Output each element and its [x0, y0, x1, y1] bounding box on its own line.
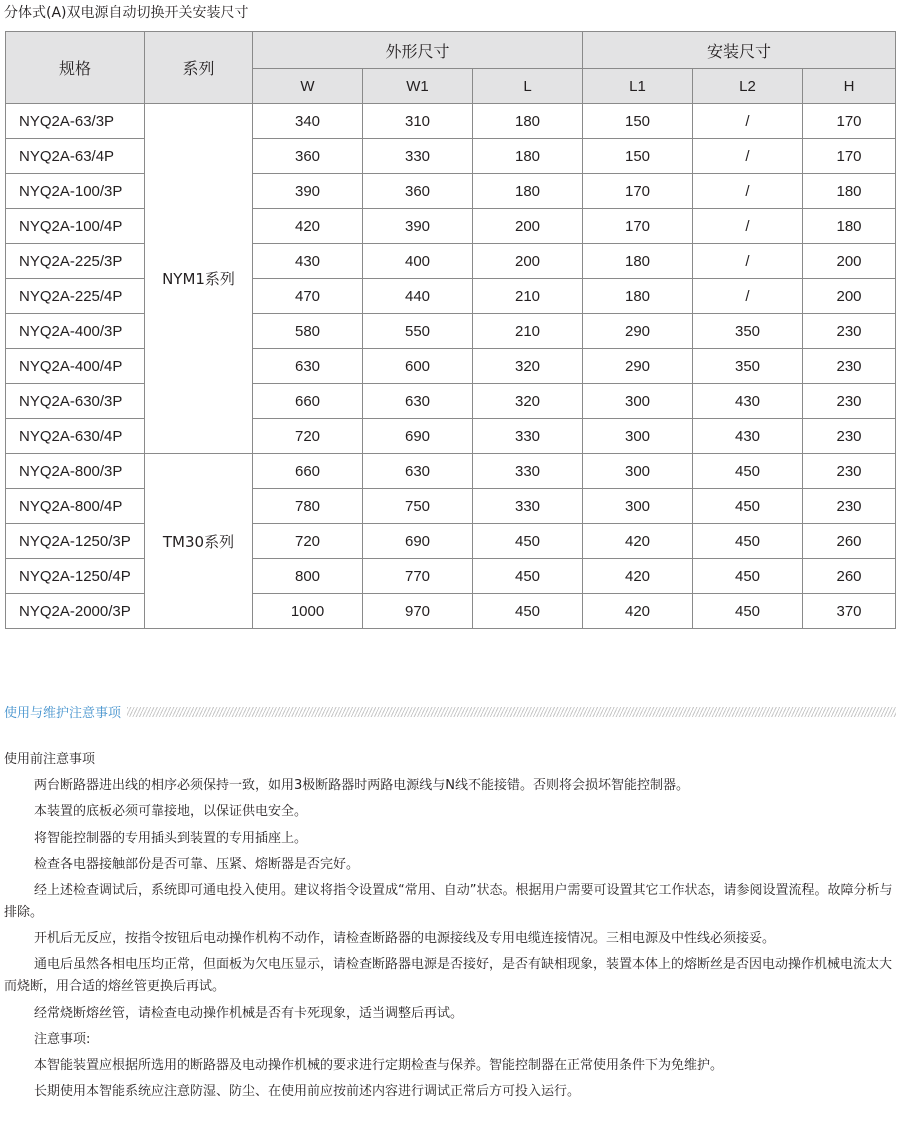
dim-cell-l2: 450 [693, 594, 803, 629]
dim-cell-l2: / [693, 139, 803, 174]
table-row [6, 489, 896, 524]
dim-cell-l2: 430 [693, 384, 803, 419]
dim-cell-l: 320 [473, 349, 583, 384]
dim-cell-l: 450 [473, 559, 583, 594]
dim-cell-l1: 170 [583, 174, 693, 209]
dim-cell-h: 230 [803, 314, 896, 349]
dim-cell-l1: 300 [583, 489, 693, 524]
dim-cell-w1: 330 [363, 139, 473, 174]
dim-cell-l1: 170 [583, 209, 693, 244]
table-title: 分体式(A)双电源自动切换开关安装尺寸 [4, 5, 249, 21]
dim-cell-l1: 150 [583, 104, 693, 139]
dim-cell-w1: 750 [363, 489, 473, 524]
table-row [6, 314, 896, 349]
model-cell: NYQ2A-100/4P [6, 209, 145, 244]
dim-cell-h: 230 [803, 489, 896, 524]
dim-cell-w: 780 [253, 489, 363, 524]
dim-cell-w1: 690 [363, 419, 473, 454]
dim-cell-w1: 390 [363, 209, 473, 244]
table-row [6, 244, 896, 279]
dim-cell-l1: 420 [583, 559, 693, 594]
dim-cell-l: 330 [473, 419, 583, 454]
note-paragraph: 检查各电器接触部份是否可靠、压紧、熔断器是否完好。 [34, 856, 360, 872]
series-cell: NYM1系列 [145, 104, 253, 454]
dim-cell-l: 450 [473, 594, 583, 629]
dim-cell-w: 720 [253, 524, 363, 559]
dim-cell-w1: 630 [363, 454, 473, 489]
header-h: H [803, 69, 896, 104]
header-w: W [253, 69, 363, 104]
dim-cell-w: 340 [253, 104, 363, 139]
model-cell: NYQ2A-400/4P [6, 349, 145, 384]
note-paragraph: 开机后无反应，按指令按钮后电动操作机构不动作，请检查断路器的电源接线及专用电缆连接情况。三相电源及中性线必须接妥。 [34, 931, 776, 947]
dim-cell-w1: 360 [363, 174, 473, 209]
dim-cell-l: 210 [473, 279, 583, 314]
dim-cell-l: 330 [473, 489, 583, 524]
model-cell: NYQ2A-225/3P [6, 244, 145, 279]
header-l1: L1 [583, 69, 693, 104]
header-outline-dimensions: 外形尺寸 [253, 32, 583, 69]
dim-cell-h: 370 [803, 594, 896, 629]
usage-notes [4, 749, 896, 1107]
dim-cell-w: 580 [253, 314, 363, 349]
dim-cell-l2: 350 [693, 349, 803, 384]
model-cell: NYQ2A-630/3P [6, 384, 145, 419]
table-row [6, 454, 896, 489]
dim-cell-w: 720 [253, 419, 363, 454]
dim-cell-l: 180 [473, 174, 583, 209]
table-row [6, 279, 896, 314]
table-body [6, 104, 896, 629]
header-l: L [473, 69, 583, 104]
table-row [6, 104, 896, 139]
model-cell: NYQ2A-630/4P [6, 419, 145, 454]
dim-cell-w: 800 [253, 559, 363, 594]
dim-cell-w: 420 [253, 209, 363, 244]
table-row [6, 524, 896, 559]
table-row [6, 209, 896, 244]
dim-cell-l: 330 [473, 454, 583, 489]
table-row [6, 349, 896, 384]
dim-cell-h: 170 [803, 139, 896, 174]
dim-cell-w1: 550 [363, 314, 473, 349]
dim-cell-w1: 970 [363, 594, 473, 629]
model-cell: NYQ2A-400/3P [6, 314, 145, 349]
table-row [6, 559, 896, 594]
dim-cell-l2: / [693, 209, 803, 244]
dim-cell-l: 180 [473, 139, 583, 174]
note-paragraph: 经常烧断熔丝管，请检查电动操作机械是否有卡死现象，适当调整后再试。 [34, 1005, 464, 1021]
dim-cell-l1: 180 [583, 279, 693, 314]
dim-cell-h: 260 [803, 524, 896, 559]
model-cell: NYQ2A-1250/3P [6, 524, 145, 559]
note-paragraph: 注意事项: [34, 1031, 91, 1047]
dimension-table [5, 31, 896, 629]
dim-cell-h: 180 [803, 174, 896, 209]
note-paragraph: 长期使用本智能系统应注意防湿、防尘、在使用前应按前述内容进行调试正常后方可投入运行。 [34, 1084, 581, 1100]
dim-cell-l1: 150 [583, 139, 693, 174]
dim-cell-h: 230 [803, 349, 896, 384]
dim-cell-l2: / [693, 244, 803, 279]
dim-cell-w: 1000 [253, 594, 363, 629]
dim-cell-w1: 400 [363, 244, 473, 279]
header-series: 系列 [145, 32, 253, 104]
table-row [6, 594, 896, 629]
header-spec: 规格 [6, 32, 145, 104]
dim-cell-l1: 300 [583, 384, 693, 419]
dim-cell-l2: 450 [693, 454, 803, 489]
table-row [6, 174, 896, 209]
dim-cell-l1: 300 [583, 454, 693, 489]
dim-cell-h: 260 [803, 559, 896, 594]
dim-cell-l2: / [693, 104, 803, 139]
model-cell: NYQ2A-100/3P [6, 174, 145, 209]
dim-cell-l1: 300 [583, 419, 693, 454]
dim-cell-l2: 450 [693, 489, 803, 524]
dim-cell-l: 200 [473, 244, 583, 279]
section-title: 使用与维护注意事项 [4, 706, 122, 721]
table-row [6, 419, 896, 454]
dim-cell-w: 470 [253, 279, 363, 314]
dim-cell-l1: 420 [583, 524, 693, 559]
dim-cell-h: 230 [803, 419, 896, 454]
dim-cell-w: 660 [253, 384, 363, 419]
dim-cell-l2: / [693, 174, 803, 209]
header-install-dimensions: 安装尺寸 [583, 32, 896, 69]
dim-cell-l1: 420 [583, 594, 693, 629]
note-paragraph: 将智能控制器的专用插头到装置的专用插座上。 [34, 830, 308, 846]
dim-cell-l1: 290 [583, 314, 693, 349]
notes-subheading: 使用前注意事项 [4, 752, 96, 767]
dim-cell-w1: 440 [363, 279, 473, 314]
dim-cell-h: 200 [803, 279, 896, 314]
dim-cell-w1: 630 [363, 384, 473, 419]
section-divider [127, 707, 896, 717]
dim-cell-h: 170 [803, 104, 896, 139]
dim-cell-l1: 180 [583, 244, 693, 279]
model-cell: NYQ2A-2000/3P [6, 594, 145, 629]
dim-cell-w1: 310 [363, 104, 473, 139]
dim-cell-l: 210 [473, 314, 583, 349]
dim-cell-w1: 770 [363, 559, 473, 594]
dim-cell-w: 390 [253, 174, 363, 209]
section-header [4, 702, 896, 721]
dim-cell-h: 230 [803, 384, 896, 419]
model-cell: NYQ2A-800/4P [6, 489, 145, 524]
model-cell: NYQ2A-63/3P [6, 104, 145, 139]
model-cell: NYQ2A-1250/4P [6, 559, 145, 594]
dim-cell-l1: 290 [583, 349, 693, 384]
note-paragraph: 本装置的底板必须可靠接地，以保证供电安全。 [34, 804, 308, 820]
dim-cell-l2: 450 [693, 559, 803, 594]
dim-cell-l: 320 [473, 384, 583, 419]
dim-cell-l: 180 [473, 104, 583, 139]
note-paragraph: 通电后虽然各相电压均正常，但面板为欠电压显示，请检查断路器电源是否接好，是否有缺相现象，装置本体上的熔断丝是否因电动操作机械电流太大而烧断，用合适的熔丝管更换后再试。 [4, 957, 893, 995]
dim-cell-h: 180 [803, 209, 896, 244]
note-paragraph: 经上述检查调试后，系统即可通电投入使用。建议将指令设置成“常用、自动”状态。根据用户需要可设置其它工作状态，请参阅设置流程。故障分析与排除。 [4, 882, 893, 920]
dim-cell-l2: 430 [693, 419, 803, 454]
dim-cell-w1: 690 [363, 524, 473, 559]
dim-cell-l2: / [693, 279, 803, 314]
dim-cell-l: 200 [473, 209, 583, 244]
note-paragraph: 本智能装置应根据所选用的断路器及电动操作机械的要求进行定期检查与保养。智能控制器在正常使用条件下为免维护。 [34, 1057, 724, 1073]
table-row [6, 384, 896, 419]
model-cell: NYQ2A-225/4P [6, 279, 145, 314]
series-cell: TM30系列 [145, 454, 253, 629]
dim-cell-w: 430 [253, 244, 363, 279]
model-cell: NYQ2A-63/4P [6, 139, 145, 174]
dim-cell-w: 360 [253, 139, 363, 174]
dim-cell-l2: 350 [693, 314, 803, 349]
dim-cell-w1: 600 [363, 349, 473, 384]
dim-cell-l: 450 [473, 524, 583, 559]
dim-cell-l2: 450 [693, 524, 803, 559]
dim-cell-h: 230 [803, 454, 896, 489]
header-l2: L2 [693, 69, 803, 104]
note-paragraph: 两台断路器进出线的相序必须保持一致，如用3极断路器时两路电源线与N线不能接错。否则将会损坏智能控制器。 [34, 778, 689, 794]
table-row [6, 139, 896, 174]
model-cell: NYQ2A-800/3P [6, 454, 145, 489]
dim-cell-h: 200 [803, 244, 896, 279]
dim-cell-w: 660 [253, 454, 363, 489]
header-w1: W1 [363, 69, 473, 104]
dim-cell-w: 630 [253, 349, 363, 384]
